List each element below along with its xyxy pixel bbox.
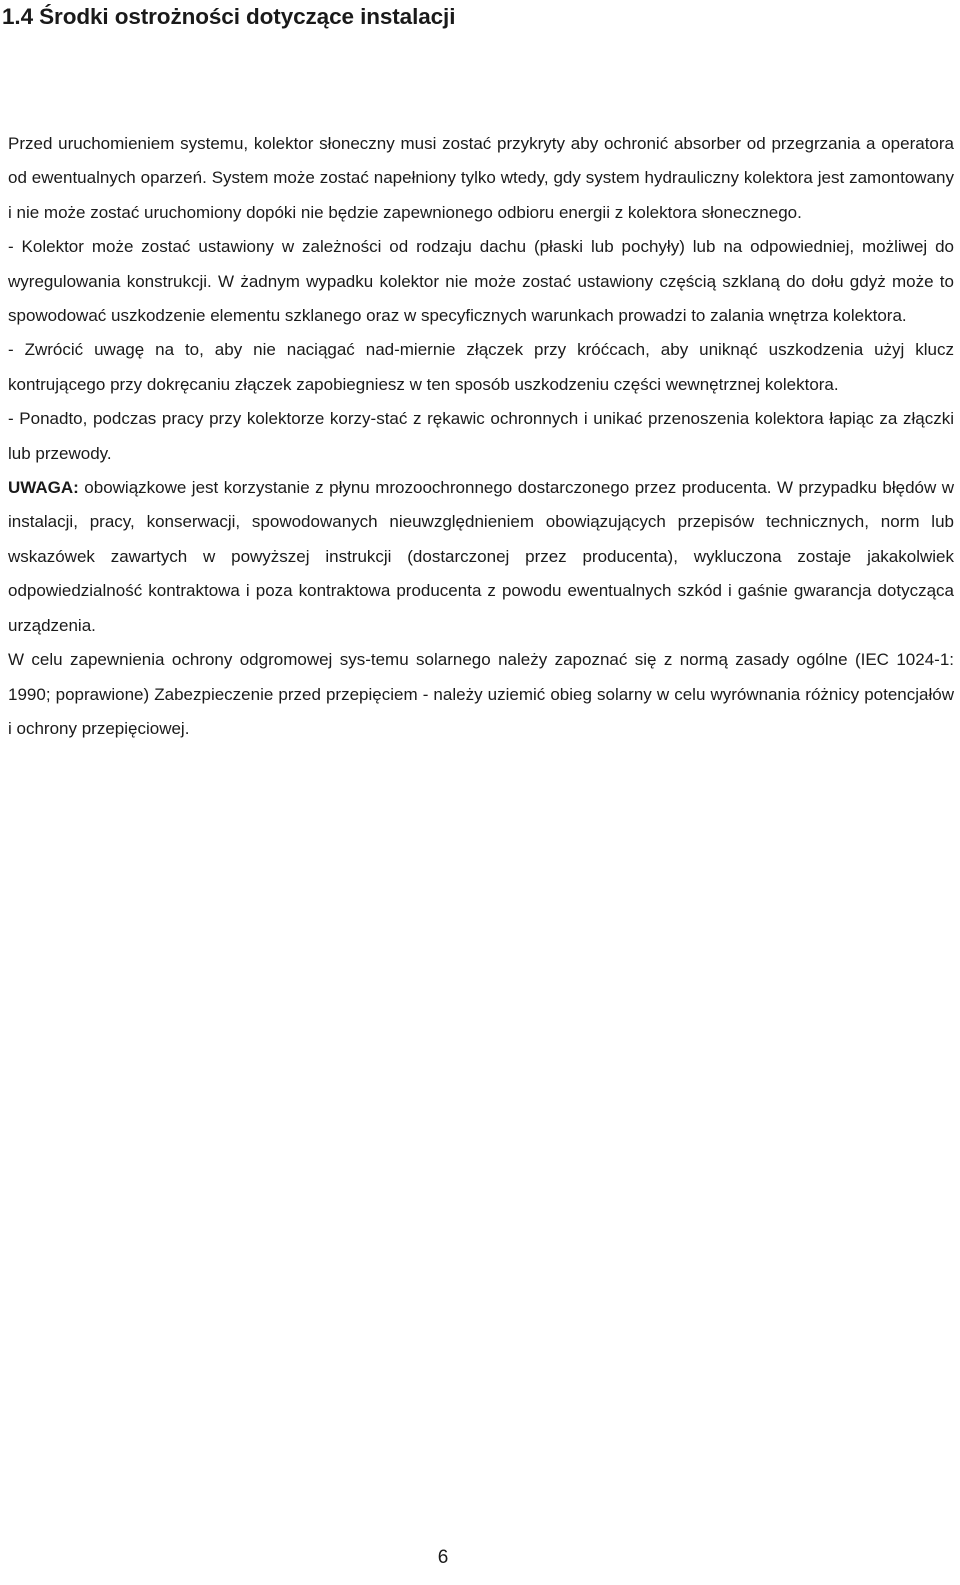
section-heading: 1.4 Środki ostrożności dotyczące instalacji <box>2 4 456 29</box>
paragraph-intro: Przed uruchomieniem systemu, kolektor słoneczny musi zostać przykryty aby ochronić absorber od przegrzania a operatora od ewentualnych oparzeń. System może zostać napełniony tylko wtedy, gdy system hydrauliczny kolektora jest zamontowany i nie może zostać uruchomiony dopóki nie będzie zapewnionego odbioru energii z kolektora słonecznego. <box>8 134 954 222</box>
paragraph-gloves: - Ponadto, podczas pracy przy kolektorze korzy-stać z rękawic ochronnych i unikać przenoszenia kolektora łapiąc za złączki lub przewody. <box>8 409 954 463</box>
paragraph-collector-mounting: - Kolektor może zostać ustawiony w zależności od rodzaju dachu (płaski lub pochyły) lub na odpowiedniej, możliwej do wyregulowania konstrukcji. W żadnym wypadku kolektor nie może zostać ustawiony częścią szklaną do dołu gdyż może to spowodować uszkodzenie elementu szklanego oraz w specyficznych warunkach prowadzi to zalania wnętrza kolektora. <box>8 237 954 326</box>
paragraph-lightning-protection: W celu zapewnienia ochrony odgromowej sys-temu solarnego należy zapoznać się z normą zasady ogólne (IEC 1024-1: 1990; poprawione) Zabezpieczenie przed przepięciem - należy uziemić obieg solarny w celu wyrównania różnicy potencjałów i ochrony przepięciowej. <box>8 650 954 738</box>
warning-text: obowiązkowe jest korzystanie z płynu mrozoochronnego dostarczonego przez producenta. W przypadku błędów w instalacji, pracy, konserwacji, spowodowanych nieuwzględnieniem obowiązujących przepisów technicznych, norm lub wskazówek zawartych w powyższej instrukcji (dostarczonej przez producenta), wykluczona zostaje jakakolwiek odpowiedzialność kontraktowa i poza kontraktowa producenta z powodu ewentualnych szkód i gaśnie gwarancja dotycząca urządzenia. <box>8 478 954 635</box>
warning-label: UWAGA: <box>8 478 79 498</box>
paragraph-warning <box>8 471 954 643</box>
page-number: 6 <box>437 1547 449 1568</box>
body-text <box>8 127 954 746</box>
paragraph-fittings: - Zwrócić uwagę na to, aby nie naciągać nad-miernie złączek przy króćcach, aby uniknąć uszkodzenia użyj klucz kontrującego przy dokręcaniu złączek zapobiegniesz w ten sposób uszkodzeniu części wewnętrznej kolektora. <box>8 340 954 394</box>
